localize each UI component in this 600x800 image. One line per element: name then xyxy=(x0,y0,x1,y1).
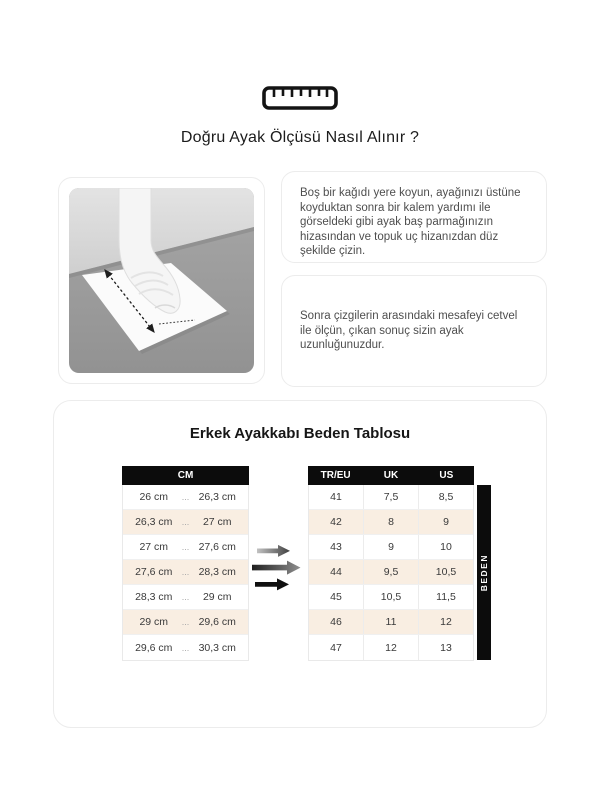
us-size-value: 10,5 xyxy=(435,566,457,578)
cm-to-value: 29,6 cm xyxy=(198,616,236,628)
instruction-step-1-text: Boş bir kağıdı yere koyun, ayağınızı üstüne koyduktan sonra bir kalem yardımı ile görseldeki gibi ayak baş parmağınızın hizasından ve topuk uç hizanızdan düz şekilde çizin. xyxy=(300,187,521,258)
conversion-arrows-icon xyxy=(251,541,309,593)
tr-eu-size-value: 47 xyxy=(309,635,364,660)
cm-range-row xyxy=(123,635,248,660)
tr-eu-size-value: 43 xyxy=(309,535,364,559)
uk-size-value: 9,5 xyxy=(364,560,419,584)
us-size-value: 8,5 xyxy=(438,491,454,503)
cm-from-value: 29 cm xyxy=(139,616,169,628)
page-title: Doğru Ayak Ölçüsü Nasıl Alınır ? xyxy=(180,129,420,146)
cm-range-row xyxy=(123,535,248,560)
size-row xyxy=(309,485,473,510)
size-table-section xyxy=(53,400,547,728)
size-row xyxy=(309,585,473,610)
cm-from-value: 27,6 cm xyxy=(135,566,173,578)
size-table-header-row xyxy=(308,466,474,485)
size-row xyxy=(309,510,473,535)
uk-size-value: 9 xyxy=(364,535,419,559)
cm-to-value: 27,6 cm xyxy=(198,541,236,553)
us-size-value: 9 xyxy=(443,516,449,528)
cm-table xyxy=(122,466,249,661)
tr-eu-size-value: 44 xyxy=(309,560,364,584)
cm-range-row xyxy=(123,485,248,510)
uk-size-value: 7,5 xyxy=(364,485,419,509)
uk-size-value: 10,5 xyxy=(364,585,419,609)
tr-eu-size-value: 41 xyxy=(309,485,364,509)
beden-side-label-text: BEDEN xyxy=(479,553,489,592)
range-separator: ... xyxy=(181,642,190,653)
cm-range-row xyxy=(123,610,248,635)
range-separator: ... xyxy=(181,542,190,552)
us-size-value: 11,5 xyxy=(436,591,456,603)
ruler-icon xyxy=(258,84,342,112)
range-separator: ... xyxy=(181,517,190,527)
cm-to-value: 29 cm xyxy=(202,591,232,603)
tr-eu-size-value: 42 xyxy=(309,510,364,534)
international-size-table xyxy=(308,466,474,661)
cm-table-body xyxy=(122,485,249,661)
uk-size-value: 12 xyxy=(364,635,419,660)
us-size-value: 10 xyxy=(440,541,452,553)
size-row xyxy=(309,535,473,560)
cm-range-row xyxy=(123,585,248,610)
range-separator: ... xyxy=(181,567,190,577)
cm-table-header: CM xyxy=(122,466,249,485)
cm-to-value: 30,3 cm xyxy=(198,641,236,654)
range-separator: ... xyxy=(181,592,190,602)
range-separator: ... xyxy=(181,617,190,627)
cm-to-value: 28,3 cm xyxy=(198,566,236,578)
instruction-step-2 xyxy=(281,275,547,387)
cm-from-value: 26 cm xyxy=(139,491,169,503)
cm-to-value: 27 cm xyxy=(202,516,232,528)
measurement-photo-card xyxy=(58,177,265,384)
us-size-value: 12 xyxy=(440,616,452,628)
uk-size-value: 11 xyxy=(364,610,419,634)
cm-from-value: 27 cm xyxy=(139,541,169,553)
cm-from-value: 28,3 cm xyxy=(135,591,173,603)
tr-eu-size-value: 45 xyxy=(309,585,364,609)
tr-eu-size-value: 46 xyxy=(309,610,364,634)
size-row xyxy=(309,560,473,585)
cm-from-value: 26,3 cm xyxy=(135,516,173,528)
uk-size-value: 8 xyxy=(364,510,419,534)
size-table-header-cell: TR/EU xyxy=(320,470,351,481)
cm-range-row xyxy=(123,560,248,585)
size-row xyxy=(309,635,473,660)
size-table-title: Erkek Ayakkabı Beden Tablosu xyxy=(189,425,411,442)
size-table-body xyxy=(308,485,474,661)
size-row xyxy=(309,610,473,635)
instruction-step-1 xyxy=(281,171,547,263)
cm-range-row xyxy=(123,510,248,535)
range-separator: ... xyxy=(181,492,190,502)
foot-measurement-illustration xyxy=(69,188,254,373)
size-table-header-cell: US xyxy=(439,470,454,481)
cm-to-value: 26,3 cm xyxy=(198,491,236,503)
beden-side-label xyxy=(477,485,491,660)
cm-from-value: 29,6 cm xyxy=(135,641,173,654)
us-size-value: 13 xyxy=(440,641,452,654)
size-table-header-cell: UK xyxy=(383,470,399,481)
instruction-step-2-text: Sonra çizgilerin arasındaki mesafeyi cetvel ile ölçün, çıkan sonuç sizin ayak uzunluğunuzdur. xyxy=(300,310,518,352)
